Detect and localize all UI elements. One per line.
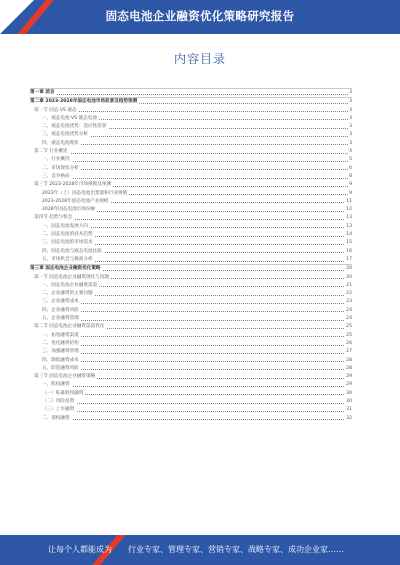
toc-entry[interactable] (30, 348, 352, 356)
toc-entry-text: 二、液态电池优势：适应性前景 (42, 123, 108, 131)
toc-entry-page: 25 (345, 323, 352, 331)
toc-leader-dots (42, 178, 348, 179)
toc-leader-dots (42, 311, 348, 312)
toc-entry-text: 一、固态电池企业融资渠道 (42, 282, 99, 290)
toc-entry-page: 22 (345, 290, 352, 298)
toc-entry[interactable] (30, 140, 352, 148)
toc-entry-page: 3 (348, 98, 352, 106)
toc-entry[interactable] (30, 223, 352, 231)
toc-entry-text: （二）风险投资 (42, 398, 76, 406)
toc-entry[interactable] (30, 181, 352, 189)
footer-slogan-right: 行业专家、管理专家、营销专家、战略专家、成功企业家…… (128, 545, 344, 554)
toc-entry-page: 29 (345, 381, 352, 389)
toc-entry[interactable] (30, 156, 352, 164)
toc-entry-page: 28 (345, 365, 352, 373)
toc-entry-text: 二、市场现状分析 (42, 165, 81, 173)
toc-entry-page: 8 (348, 173, 352, 181)
toc-entry-text: 2023年（上）固态电池出货量和行业规模 (42, 190, 129, 198)
toc-entry[interactable] (30, 198, 352, 206)
toc-entry-page: 3 (348, 123, 352, 131)
toc-entry-page: 4 (348, 148, 352, 156)
toc-entry-text: 一、液态电池 VS 液态电池 (42, 115, 99, 123)
toc-entry[interactable] (30, 264, 352, 273)
toc-leader-dots (42, 303, 348, 304)
toc-entry[interactable] (30, 357, 352, 365)
toc-entry-page: 5 (348, 156, 352, 164)
toc-entry-page: 21 (345, 282, 352, 290)
toc-leader-dots (42, 394, 348, 395)
toc-entry[interactable] (30, 307, 352, 315)
toc-entry[interactable] (30, 365, 352, 373)
toc-entry-page: 28 (345, 357, 352, 365)
toc-entry[interactable] (30, 231, 352, 239)
toc-entry[interactable] (30, 206, 352, 214)
toc-leader-dots (42, 320, 348, 321)
toc-entry[interactable] (30, 415, 352, 423)
toc-leader-dots (42, 361, 348, 362)
toc-entry[interactable] (30, 173, 352, 181)
toc-leader-dots (34, 111, 348, 112)
toc-entry-page: 20 (345, 274, 352, 282)
toc-entry[interactable] (30, 190, 352, 198)
toc-entry-page: 25 (345, 332, 352, 340)
toc-entry-text: 2028年固态电池市场份额 (42, 206, 97, 214)
toc-heading: 内容目录 (173, 52, 226, 66)
toc-entry-page: 23 (345, 298, 352, 306)
table-of-contents (30, 88, 352, 423)
toc-entry[interactable] (30, 390, 352, 398)
toc-entry-text: 五、市场机会与挑战分析 (42, 256, 95, 264)
toc-entry-text: 一、行业概况 (42, 156, 72, 164)
toc-entry-text: （三）上市融资 (42, 406, 76, 414)
toc-entry-text: 第二章 2023-2028年固态电池市场前景及趋势预测 (30, 98, 139, 106)
toc-entry[interactable] (30, 398, 352, 406)
toc-entry[interactable] (30, 165, 352, 173)
toc-entry[interactable] (30, 88, 352, 97)
toc-entry-text: （一）私募股权融资 (42, 390, 85, 398)
toc-entry[interactable] (30, 214, 352, 222)
toc-entry-text: 第四节 趋势与机会 (34, 214, 74, 222)
toc-entry[interactable] (30, 381, 352, 389)
toc-leader-dots (42, 353, 348, 354)
toc-entry-text: 二、企业融资的主要问题 (42, 290, 95, 298)
toc-entry[interactable] (30, 282, 352, 290)
toc-entry-page: 15 (345, 239, 352, 247)
toc-entry-text: 二、固态电池的技术趋势 (42, 231, 95, 239)
toc-entry-page: 3 (348, 107, 352, 115)
toc-entry-page: 13 (345, 223, 352, 231)
toc-entry-text: 三、企业融资成本 (42, 298, 81, 306)
toc-entry-page: 30 (345, 398, 352, 406)
toc-entry[interactable] (30, 340, 352, 348)
toc-entry-text: 一、拓宽融资渠道 (42, 332, 81, 340)
toc-entry[interactable] (30, 256, 352, 264)
toc-entry-text: 五、企业融资管理 (42, 315, 81, 323)
toc-entry-page: 24 (345, 315, 352, 323)
toc-entry-page: 6 (348, 165, 352, 173)
toc-entry-text: 第三节 2023-2028年市场规模及预测 (34, 181, 113, 189)
toc-entry[interactable] (30, 115, 352, 123)
toc-leader-dots (42, 403, 348, 404)
toc-entry-text: 三、竞争格局 (42, 173, 72, 181)
toc-leader-dots (42, 411, 348, 412)
toc-entry-text: 三、液态电池优势分析 (42, 131, 90, 139)
toc-entry-text: 四、降低融资成本 (42, 357, 81, 365)
toc-entry-text: 二、债权融资 (42, 415, 72, 423)
toc-entry-text: 五、防范融资风险 (42, 365, 81, 373)
toc-leader-dots (42, 169, 348, 170)
toc-leader-dots (42, 345, 348, 346)
toc-entry-page: 31 (345, 406, 352, 414)
toc-leader-dots (42, 419, 348, 420)
toc-entry[interactable] (30, 131, 352, 139)
toc-entry-page: 13 (345, 214, 352, 222)
toc-leader-dots (30, 94, 348, 95)
toc-entry[interactable] (30, 97, 352, 106)
toc-entry[interactable] (30, 406, 352, 414)
toc-entry-page: 29 (345, 373, 352, 381)
toc-entry-page: 20 (345, 265, 352, 273)
toc-entry-page: 24 (345, 307, 352, 315)
toc-entry-page: 3 (348, 115, 352, 123)
toc-entry-text: 第二节 行业概述 (34, 148, 70, 156)
toc-entry[interactable] (30, 239, 352, 247)
toc-entry-text: 第三章 固态电池企业融资优化策略 (30, 265, 103, 273)
toc-entry-text: 四、液态电池现状 (42, 140, 81, 148)
toc-entry-text: 2023-2028年固态电池产业规模 (42, 198, 110, 206)
toc-entry-page: 9 (348, 181, 352, 189)
toc-entry-page: 3 (348, 131, 352, 139)
report-footer (0, 535, 400, 565)
toc-entry-page: 12 (345, 206, 352, 214)
toc-entry[interactable] (30, 298, 352, 306)
toc-entry-page: 27 (345, 348, 352, 356)
toc-entry-page: 3 (348, 89, 352, 97)
toc-leader-dots (34, 219, 348, 220)
toc-entry-text: 第一章 前言 (30, 89, 57, 97)
footer-slogan-left: 让每个人都能成为 (48, 545, 112, 554)
toc-entry-text: 第一节 固态 VS 液态 (34, 107, 79, 115)
toc-entry[interactable] (30, 274, 352, 282)
toc-entry[interactable] (30, 123, 352, 131)
report-header (0, 0, 400, 34)
toc-entry[interactable] (30, 107, 352, 115)
toc-entry-text: 四、固态电池与液态电池比较 (42, 248, 104, 256)
toc-entry-page: 14 (345, 231, 352, 239)
toc-entry-page: 9 (348, 190, 352, 198)
toc-entry-text: 三、固态电池的市场需求 (42, 239, 95, 247)
toc-leader-dots (42, 336, 348, 337)
toc-entry-text: 第一节 固态电池企业融资现状与问题 (34, 274, 111, 282)
report-title: 固态电池企业融资优化策略研究报告 (105, 9, 295, 23)
toc-entry[interactable] (30, 248, 352, 256)
toc-leader-dots (42, 369, 348, 370)
toc-leader-dots (42, 144, 348, 145)
toc-entry-page: 17 (345, 256, 352, 264)
toc-entry[interactable] (30, 148, 352, 156)
toc-entry-text: 一、股权融资 (42, 381, 72, 389)
toc-entry-text: 第二节 固态电池企业融资渠道优化 (34, 323, 106, 331)
toc-entry-page: 3 (348, 140, 352, 148)
toc-entry[interactable] (30, 373, 352, 381)
toc-entry[interactable] (30, 323, 352, 331)
toc-entry-text: 第三节 固态电池企业融资策略 (34, 373, 97, 381)
toc-entry-page: 11 (345, 198, 352, 206)
toc-entry[interactable] (30, 290, 352, 298)
toc-entry-page: 16 (345, 248, 352, 256)
toc-entry-page: 30 (345, 390, 352, 398)
toc-entry-text: 二、优化融资结构 (42, 340, 81, 348)
toc-entry[interactable] (30, 332, 352, 340)
toc-leader-dots (42, 161, 348, 162)
toc-entry-text: 三、加强融资管理 (42, 348, 81, 356)
toc-entry-text: 一、固态电池发展方向 (42, 223, 90, 231)
toc-entry[interactable] (30, 315, 352, 323)
toc-entry-page: 32 (345, 415, 352, 423)
toc-leader-dots (42, 386, 348, 387)
toc-leader-dots (34, 153, 348, 154)
toc-entry-text: 四、企业融资风险 (42, 307, 81, 315)
toc-entry-page: 26 (345, 340, 352, 348)
